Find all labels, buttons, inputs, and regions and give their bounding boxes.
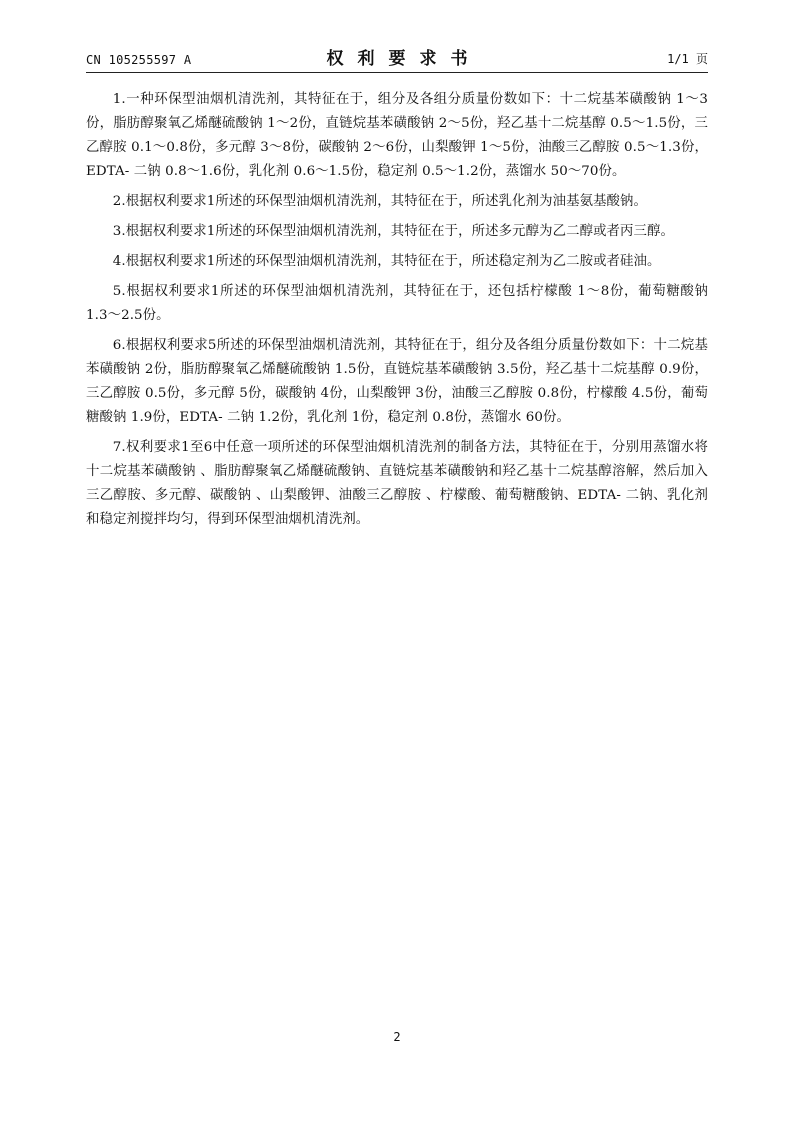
page-number: 2: [393, 1030, 401, 1044]
claims-body: [86, 88, 708, 538]
page-header: [86, 44, 708, 73]
claim-5: 5.根据权利要求1所述的环保型油烟机清洗剂，其特征在于，还包括柠檬酸 1～8份，葡萄糖酸钠 1.3～2.5份。: [86, 284, 708, 323]
publication-number: CN 105255597 A: [86, 53, 192, 67]
document-title: 权利要求书: [326, 49, 482, 69]
claim-3: 3.根据权利要求1所述的环保型油烟机清洗剂，其特征在于，所述多元醇为乙二醇或者丙三醇。: [112, 224, 675, 239]
claim-6: 6.根据权利要求5所述的环保型油烟机清洗剂，其特征在于，组分及各组分质量份数如下：十二烷基苯磺酸钠 2份，脂肪醇聚氧乙烯醚硫酸钠 1.5份，直链烷基苯磺酸钠 3.5份，羟乙基十二烷基醇 0.9份，三乙醇胺 0.5份，多元醇 5份，碳酸钠 4份，山梨酸钾 3份，油酸三乙醇胺 0.8份，柠檬酸 4.5份，葡萄糖酸钠 1.9份，EDTA- 二钠 1.2份，乳化剂 1份，稳定剂 0.8份，蒸馏水 60份。: [86, 338, 708, 425]
page-info: 1/1 页: [667, 52, 708, 66]
claim-2: 2.根据权利要求1所述的环保型油烟机清洗剂，其特征在于，所述乳化剂为油基氨基酸钠。: [112, 194, 648, 209]
claim-1: 1.一种环保型油烟机清洗剂，其特征在于，组分及各组分质量份数如下：十二烷基苯磺酸钠 1～3份，脂肪醇聚氧乙烯醚硫酸钠 1～2份，直链烷基苯磺酸钠 2～5份，羟乙基十二烷基醇 0.5～1.5份，三乙醇胺 0.1～0.8份，多元醇 3～8份，碳酸钠 2～6份，山梨酸钾 1～5份，油酸三乙醇胺 0.5～1.3份，EDTA- 二钠 0.8～1.6份，乳化剂 0.6～1.5份，稳定剂 0.5～1.2份，蒸馏水 50～70份。: [86, 92, 708, 179]
claim-4: 4.根据权利要求1所述的环保型油烟机清洗剂，其特征在于，所述稳定剂为乙二胺或者硅油。: [112, 254, 661, 269]
claim-7: 7.权利要求1至6中任意一项所述的环保型油烟机清洗剂的制备方法，其特征在于，分别用蒸馏水将十二烷基苯磺酸钠 、脂肪醇聚氧乙烯醚硫酸钠、直链烷基苯磺酸钠和羟乙基十二烷基醇溶解，然后加入三乙醇胺、多元醇、碳酸钠 、山梨酸钾、油酸三乙醇胺 、柠檬酸、葡萄糖酸钠、EDTA- 二钠、乳化剂和稳定剂搅拌均匀，得到环保型油烟机清洗剂。: [86, 440, 708, 527]
